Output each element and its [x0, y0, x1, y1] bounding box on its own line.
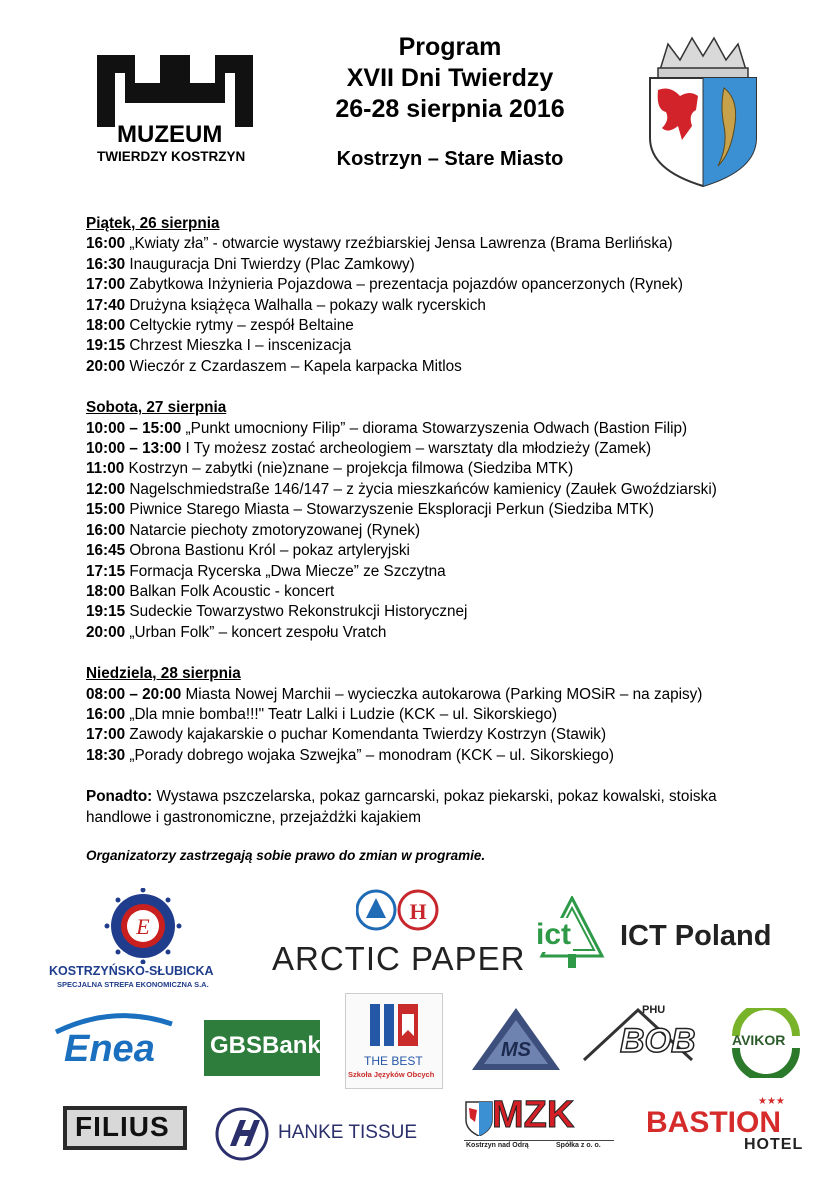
event-time: 18:00	[86, 317, 126, 335]
event-row	[86, 521, 786, 541]
event-time: 20:00	[86, 357, 126, 375]
event-row	[86, 255, 786, 275]
museum-logo	[95, 55, 255, 170]
event-text: Formacja Rycerska „Dwa Miecze” ze Szczytna	[129, 562, 446, 580]
event-time: 17:00	[86, 726, 126, 744]
hanke-h-icon	[214, 1106, 270, 1162]
avikor-name: AVIKOR	[732, 1032, 786, 1048]
event-row	[86, 459, 786, 479]
event-row	[86, 316, 786, 336]
event-text: Celtyckie rytmy – zespół Beltaine	[129, 317, 354, 335]
ict-mark: ict	[536, 918, 572, 951]
event-row	[86, 500, 786, 520]
the-best-name: THE BEST	[364, 1054, 423, 1068]
arctic-paper-emblem-icon	[356, 884, 440, 934]
event-text: „Urban Folk” – koncert zespołu Vratch	[129, 623, 387, 641]
sponsor-hanke-tissue-logo	[214, 1106, 424, 1162]
event-row	[86, 234, 786, 254]
event-text: Miasta Nowej Marchii – wycieczka autokarowa (Parking MOSiR – na zapisy)	[185, 685, 703, 703]
sponsor-ms-logo	[470, 1006, 562, 1072]
title-line: Program	[398, 33, 502, 61]
event-time: 16:00	[86, 521, 126, 539]
event-time: 19:15	[86, 603, 126, 621]
event-time: 16:45	[86, 542, 126, 560]
event-time: 10:00 – 15:00	[86, 419, 182, 437]
extra-text: Wystawa pszczelarska, pokaz garncarski, pokaz piekarski, pokaz kowalski, stoiska	[152, 788, 717, 806]
title-line: XVII Dni Twierdzy	[346, 64, 554, 92]
event-text: Balkan Folk Acoustic - koncert	[129, 582, 335, 600]
event-time: 10:00 – 13:00	[86, 440, 182, 458]
svg-text:E: E	[136, 914, 150, 939]
bob-prefix: PHU	[642, 1004, 666, 1016]
event-text: Kostrzyn – zabytki (nie)znane – projekcja filmowa (Siedziba MTK)	[128, 460, 574, 478]
event-text: Natarcie piechoty zmotoryzowanej (Rynek)	[129, 521, 421, 539]
event-time: 18:00	[86, 582, 126, 600]
event-text: „Kwiaty zła” - otwarcie wystawy rzeźbiarskiej Jensa Lawrenza (Brama Berlińska)	[129, 235, 673, 253]
event-row	[86, 705, 786, 725]
event-row	[86, 541, 786, 561]
event-time: 12:00	[86, 480, 126, 498]
mzk-city: Kostrzyn nad Odrą	[466, 1142, 529, 1149]
additional-attractions	[86, 787, 786, 828]
sponsor-arctic-paper-logo	[268, 884, 530, 984]
event-time: 17:00	[86, 276, 126, 294]
sponsor-gbs-bank-logo	[204, 1020, 320, 1076]
event-text: Nagelschmiedstraße 146/147 – z życia mieszkańców kamienicy (Zaułek Gwoździarski)	[129, 480, 717, 498]
mzk-company-type: Spółka z o. o.	[556, 1142, 601, 1149]
title-line: 26-28 sierpnia 2016	[335, 95, 565, 123]
ms-name: MS	[501, 1039, 531, 1061]
sponsor-the-best-logo	[345, 993, 443, 1089]
event-text: Inauguracja Dni Twierdzy (Plac Zamkowy)	[129, 255, 415, 273]
ms-triangle-icon	[470, 1006, 562, 1072]
event-row	[86, 725, 786, 745]
event-row	[86, 419, 786, 439]
sponsor-enea-logo	[44, 1012, 184, 1072]
day-section	[86, 398, 786, 643]
museum-m-mark-icon	[95, 55, 255, 130]
event-time: 11:00	[86, 460, 125, 478]
sponsor-ict-poland-logo	[532, 896, 802, 976]
sponsor-bastion-hotel-logo	[646, 1096, 816, 1156]
day-section	[86, 664, 786, 766]
event-time: 18:30	[86, 746, 126, 764]
day-title: Sobota, 27 sierpnia	[86, 399, 227, 417]
event-row	[86, 480, 786, 500]
event-text: I Ty możesz zostać archeologiem – warsztaty dla młodzieży (Zamek)	[185, 440, 652, 458]
event-row	[86, 685, 786, 705]
sponsor-kssse-logo	[45, 888, 245, 988]
event-text: „Porady dobrego wojaka Szwejka” – monodram (KCK – ul. Sikorskiego)	[129, 746, 614, 764]
event-text: Piwnice Starego Miasta – Stowarzyszenie Eksploracji Perkun (Siedziba MTK)	[129, 501, 654, 519]
bob-name: BOB	[620, 1022, 696, 1060]
sponsor-avikor-logo	[724, 1008, 808, 1078]
enea-name: Enea	[64, 1028, 155, 1070]
the-best-subtitle: Szkoła Języków Obcych	[348, 1070, 435, 1079]
sponsor-mzk-logo	[464, 1096, 614, 1154]
event-row	[86, 746, 786, 766]
event-row	[86, 336, 786, 356]
event-time: 16:30	[86, 255, 126, 273]
sponsor-phu-bob-logo	[580, 1004, 696, 1068]
event-row	[86, 357, 786, 377]
event-row	[86, 602, 786, 622]
program-list	[86, 214, 786, 866]
event-text: Drużyna książęca Walhalla – pokazy walk rycerskich	[129, 296, 486, 314]
event-text: Wieczór z Czardaszem – Kapela karpacka Mitlos	[129, 357, 462, 375]
event-row	[86, 439, 786, 459]
gbs-bank-name: GBSBank	[210, 1032, 321, 1059]
extra-text: handlowe i gastronomiczne, przejażdżki kajakiem	[86, 808, 421, 826]
event-time: 17:40	[86, 296, 126, 314]
event-row	[86, 623, 786, 643]
mzk-crest-icon	[464, 1096, 494, 1136]
event-time: 16:00	[86, 235, 126, 253]
event-time: 16:00	[86, 705, 126, 723]
kssse-name: KOSTRZYŃSKO-SŁUBICKA	[49, 964, 214, 978]
event-text: Sudeckie Towarzystwo Rekonstrukcji Historycznej	[129, 603, 468, 621]
day-title: Niedziela, 28 sierpnia	[86, 665, 241, 683]
kssse-subtitle: SPECJALNA STREFA EKONOMICZNA S.A.	[57, 980, 209, 989]
hanke-tissue-name: HANKE TISSUE	[278, 1122, 418, 1143]
event-time: 19:15	[86, 337, 126, 355]
bastion-name: BASTION	[646, 1106, 781, 1139]
ict-poland-name: ICT Poland	[620, 920, 772, 952]
extra-label: Ponadto:	[86, 788, 153, 806]
mzk-name: MZK	[492, 1094, 575, 1136]
bastion-hotel-label: HOTEL	[744, 1136, 804, 1153]
event-time: 17:15	[86, 562, 126, 580]
disclaimer-note: Organizatorzy zastrzegają sobie prawo do zmian w programie.	[86, 847, 486, 863]
event-time: 20:00	[86, 623, 126, 641]
event-text: Zabytkowa Inżynieria Pojazdowa – prezentacja pojazdów opancerzonych (Rynek)	[129, 276, 683, 294]
event-time: 15:00	[86, 501, 126, 519]
svg-text:H: H	[409, 899, 427, 924]
sponsor-filius-logo	[63, 1106, 187, 1150]
arctic-paper-name: ARCTIC PAPER	[272, 940, 526, 977]
the-best-books-icon	[366, 1000, 422, 1050]
event-text: „Dla mnie bomba!!!" Teatr Lalki i Ludzie (KCK – ul. Sikorskiego)	[129, 705, 558, 723]
event-text: „Punkt umocniony Filip” – diorama Stowarzyszenia Odwach (Bastion Filip)	[185, 419, 688, 437]
day-section	[86, 214, 786, 377]
location-subtitle: Kostrzyn – Stare Miasto	[336, 148, 564, 170]
event-row	[86, 296, 786, 316]
page-title	[270, 32, 630, 125]
filius-name: FILIUS	[75, 1111, 170, 1142]
kostrzyn-coat-of-arms-icon	[640, 30, 766, 190]
event-text: Zawody kajakarskie o puchar Komendanta Twierdzy Kostrzyn (Stawik)	[129, 726, 607, 744]
event-time: 08:00 – 20:00	[86, 685, 182, 703]
event-row	[86, 562, 786, 582]
event-row	[86, 275, 786, 295]
day-title: Piątek, 26 sierpnia	[86, 215, 220, 232]
bastion-stars: ★★★	[758, 1096, 785, 1107]
event-row	[86, 582, 786, 602]
museum-logo-line1: MUZEUM	[117, 121, 223, 148]
event-text: Chrzest Mieszka I – inscenizacja	[129, 337, 352, 355]
event-text: Obrona Bastionu Król – pokaz artyleryjski	[129, 542, 410, 560]
kssse-emblem-icon	[103, 888, 183, 964]
museum-logo-line2: TWIERDZY KOSTRZYN	[97, 149, 246, 164]
